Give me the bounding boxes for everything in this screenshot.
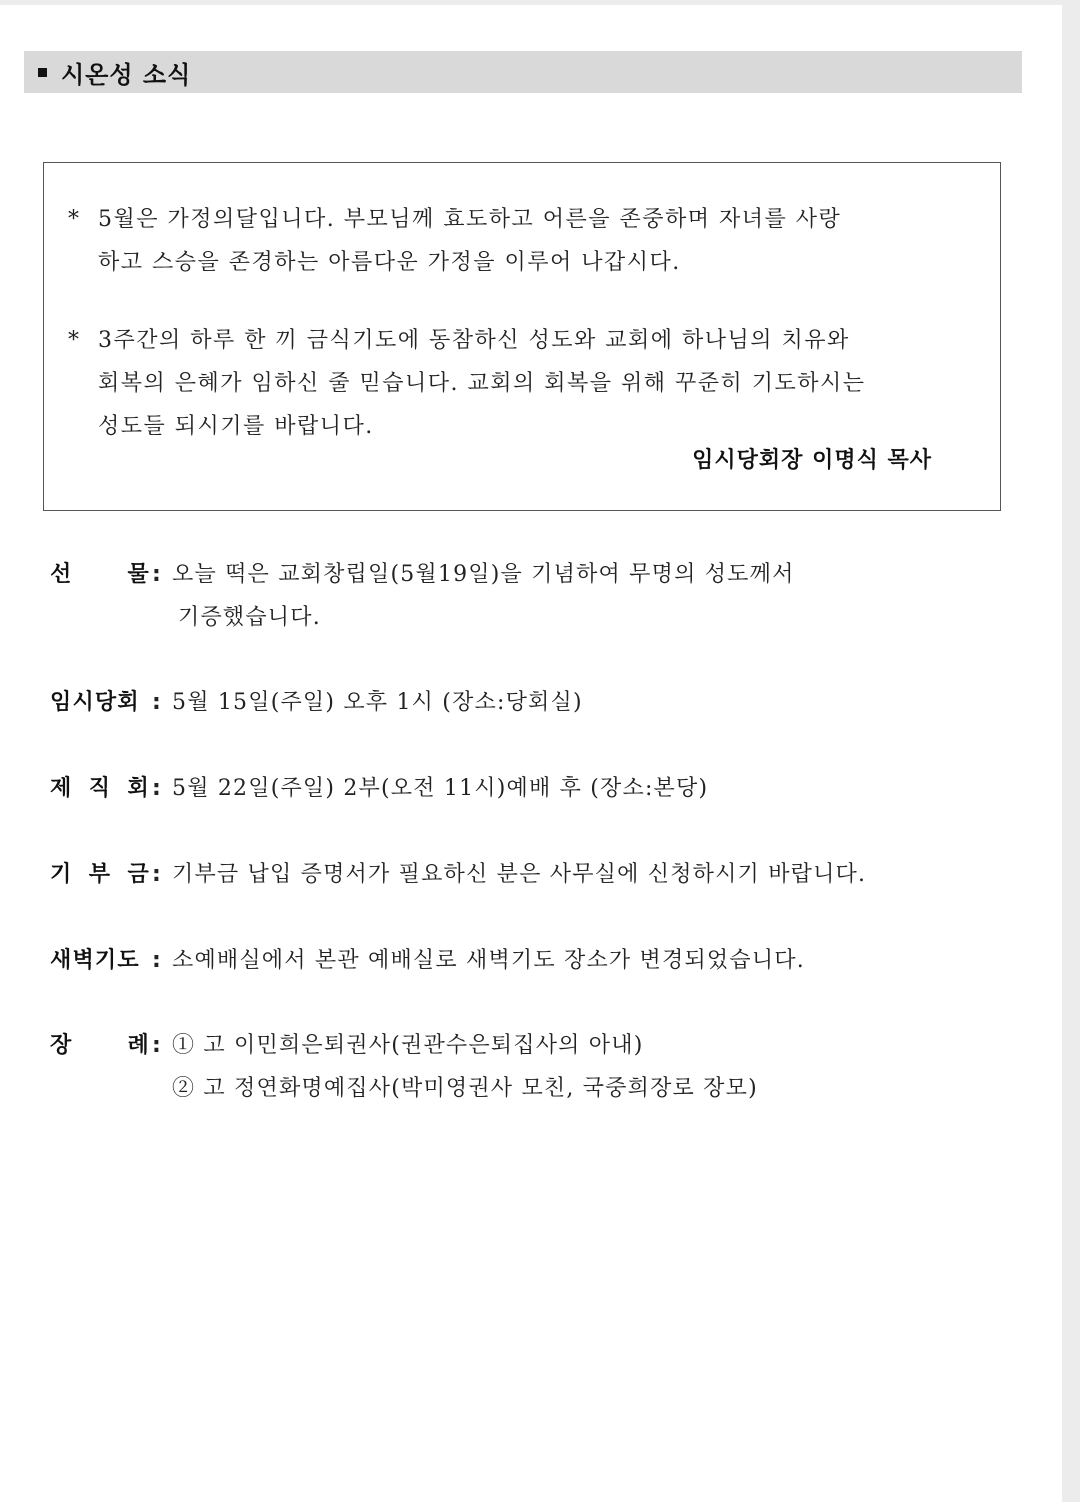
entry-gift [50, 553, 1040, 639]
entry-dawn-prayer [50, 939, 1040, 982]
label-colon: : [152, 862, 162, 887]
notice-box [43, 162, 1001, 511]
notice-line: 하고 스승을 존경하는 아름다운 가정을 이루어 나갑시다. [98, 250, 681, 275]
right-scrollbar-area [1062, 0, 1080, 1502]
label-char: 례 [127, 1033, 150, 1058]
notice-item [68, 198, 988, 284]
label-char: 부 [88, 862, 112, 887]
label-char: 직 [88, 776, 112, 801]
label-char: 임시당회 [50, 690, 140, 715]
label-char: 장 [50, 1033, 73, 1058]
label-char: 새벽기도 [50, 948, 140, 973]
notice-line: 5월은 가정의달입니다. 부모님께 효도하고 어른을 존중하며 자녀를 사랑 [98, 207, 842, 232]
label-colon: : [152, 948, 162, 973]
label-char: 회 [127, 776, 150, 801]
entry-value: 5월 22일(주일) 2부(오전 11시)예배 후 (장소:본당) [172, 776, 709, 801]
notice-line: 성도들 되시기를 바랍니다. [98, 414, 374, 439]
entry-session [50, 681, 1040, 724]
asterisk-marker: * [68, 328, 81, 353]
notice-line: 회복의 은혜가 임하신 줄 믿습니다. 교회의 회복을 위해 꾸준히 기도하시는 [98, 371, 866, 396]
asterisk-marker: * [68, 207, 81, 232]
section-header [24, 51, 1022, 93]
entry-value: 소예배실에서 본관 예배실로 새벽기도 장소가 변경되었습니다. [172, 948, 805, 973]
label-colon: : [152, 1033, 162, 1058]
entry-value: ① 고 이민희은퇴권사(권관수은퇴집사의 아내) [172, 1033, 644, 1058]
entry-funeral [50, 1024, 1040, 1110]
label-char: 선 [50, 562, 73, 587]
entry-value: 오늘 떡은 교회창립일(5월19일)을 기념하여 무명의 성도께서 [172, 562, 795, 587]
label-char: 제 [50, 776, 73, 801]
section-title: 시온성 소식 [61, 60, 192, 89]
label-char: 물 [127, 562, 150, 587]
entry-value: 기증했습니다. [178, 605, 321, 630]
top-edge [0, 0, 1080, 5]
notice-line: 3주간의 하루 한 끼 금식기도에 동참하신 성도와 교회에 하나님의 치유와 [98, 328, 850, 353]
label-colon: : [152, 776, 162, 801]
pastor-signature: 임시당회장 이명식 목사 [692, 448, 932, 473]
entry-value: 기부금 납입 증명서가 필요하신 분은 사무실에 신청하시기 바랍니다. [172, 862, 867, 887]
notice-item [68, 319, 988, 448]
entry-value: 5월 15일(주일) 오후 1시 (장소:당회실) [172, 690, 583, 715]
entry-value: ② 고 정연화명예집사(박미영권사 모친, 국중희장로 장모) [172, 1076, 758, 1101]
square-bullet-icon [38, 68, 47, 77]
label-char: 기 [50, 862, 73, 887]
entry-donation [50, 853, 1040, 896]
label-colon: : [152, 690, 162, 715]
entry-officers-meeting [50, 767, 1040, 810]
label-char: 금 [127, 862, 150, 887]
label-colon: : [152, 562, 162, 587]
